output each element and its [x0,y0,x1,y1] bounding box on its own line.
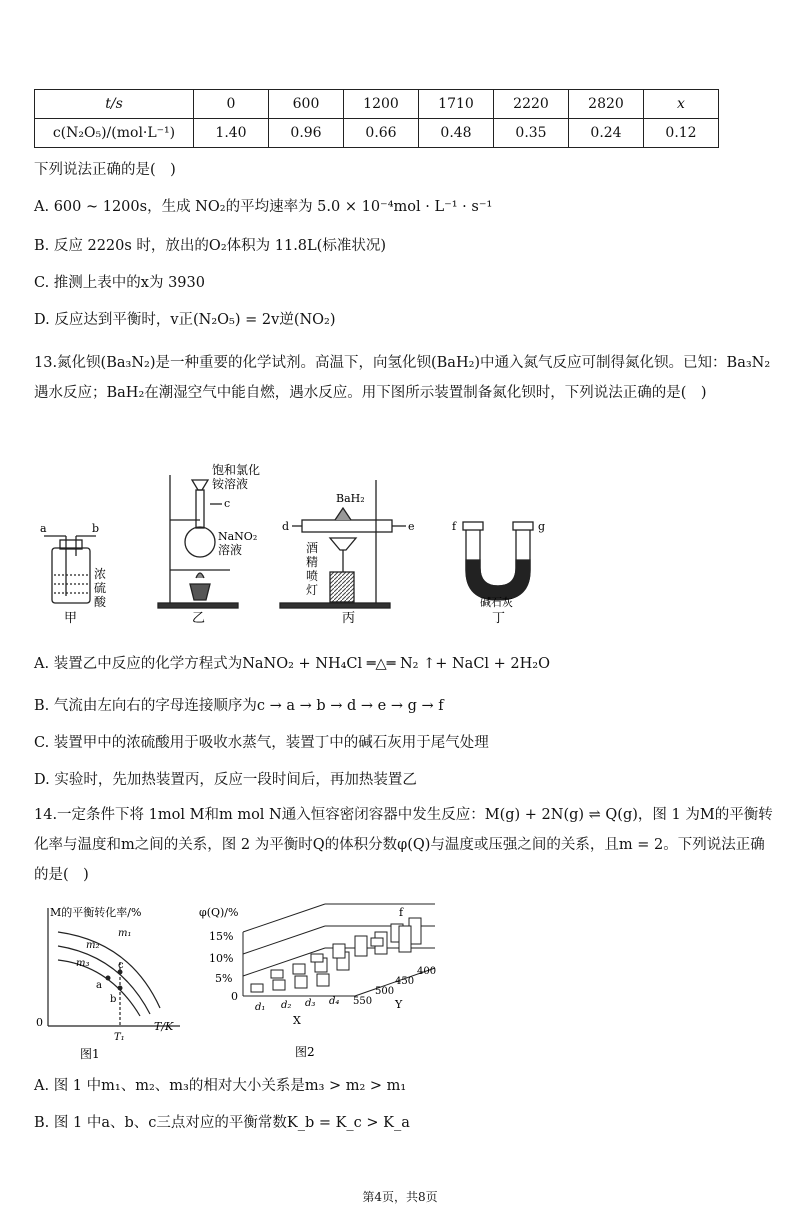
label-nano2-2: 溶液 [218,543,243,557]
table-cell: 0.12 [644,119,719,148]
fig1-m3: m₃ [76,958,90,969]
apparatus-figure [30,460,590,630]
fig1-point-a: a [96,980,102,991]
fig2-d1: d₁ [255,1002,266,1013]
wash-bottle [44,536,96,603]
table-cell: 0.35 [494,119,569,148]
table-cell: 1200 [344,90,419,119]
label-acid-1: 浓 [94,567,107,581]
label-lamp-1: 酒 [306,541,319,555]
table-cell: 0.24 [569,119,644,148]
label-e: e [408,520,415,533]
label-bing: 丙 [342,611,356,626]
fig1-point-b: b [110,994,117,1005]
table-cell: 2220 [494,90,569,119]
label-lamp-2: 精 [306,555,319,569]
table-cell: 0.66 [344,119,419,148]
table-cell: 1.40 [194,119,269,148]
fig1-ylabel: M的平衡转化率/% [50,906,142,919]
table-cell: 2820 [569,90,644,119]
label-bah2: BaH₂ [336,492,365,505]
label-ding: 丁 [492,611,506,626]
fig2-caption: 图2 [295,1045,315,1059]
fig2-tick-10: 10% [209,952,234,965]
q12-option-a: A. 600 ~ 1200s，生成 NO₂的平均速率为 5.0 × 10⁻⁴mol · L⁻¹ · s⁻¹ [34,199,493,215]
q12-option-b: B. 反应 2220s 时，放出的O₂体积为 11.8L(标准状况) [34,238,386,254]
concentration-table [34,89,719,148]
fig2-d4: d₄ [329,996,340,1007]
label-lamp-4: 灯 [306,583,319,597]
label-f: f [452,520,457,533]
table-cell: x [644,90,719,119]
fig2-tick-0: 0 [231,990,238,1003]
figure-2 [195,896,455,1066]
table-cell: 0.96 [269,119,344,148]
fig2-d3: d₃ [305,998,316,1009]
label-g: g [538,520,546,533]
label-yi: 乙 [192,611,206,626]
label-nh4cl-2: 铵溶液 [212,477,249,491]
q13-stem: 13.氮化钡(Ba₃N₂)是一种重要的化学试剂。高温下，向氢化钡(BaH₂)中通入氮气反应可制得氮化钡。已知：Ba₃N₂遇水反应；BaH₂在潮湿空气中能自燃，遇水反应。用下图所示装置制备氮化钡时，下列说法正确的是( ) [34,355,771,401]
fig2-d2: d₂ [281,1000,292,1011]
table-header-time: t/s [35,90,194,119]
label-b: b [92,522,100,535]
q14-option-a: A. 图 1 中m₁、m₂、m₃的相对大小关系是m₃ > m₂ > m₁ [34,1078,407,1094]
q14-option-b: B. 图 1 中a、b、c三点对应的平衡常数K_b = K_c > K_a [34,1115,410,1131]
q12-option-d: D. 反应达到平衡时，v正(N₂O₅) = 2v逆(NO₂) [34,312,336,328]
fig2-ylabel: φ(Q)/% [199,906,239,919]
fig2-y500: 500 [375,986,395,997]
fig1-m2: m₂ [86,940,100,951]
q13-option-a: A. 装置乙中反应的化学方程式为NaNO₂ + NH₄Cl ═△═ N₂ ↑+ NaCl + 2H₂O [34,656,551,672]
table-cell: 1710 [419,90,494,119]
q14-stem: 14.一定条件下将 1mol M和m mol N通入恒容密闭容器中发生反应：M(g) + 2N(g) ⇌ Q(g)，图 1 为M的平衡转化率与温度和m之间的关系，图 2 为平衡时Q的体积分数φ(Q)与温度或压强之间的关系，且m = 2。下列说法正确的是( ) [34,807,773,883]
label-c: c [224,497,231,510]
fig1-point-c: c [118,960,124,971]
table-header-conc: c(N₂O₅)/(mol·L⁻¹) [35,119,194,148]
fig1-origin: 0 [36,1016,43,1029]
figure-1 [30,902,190,1062]
page-footer: 第4页，共8页 [362,1190,438,1204]
label-soda: 碱石灰 [480,596,513,609]
label-lamp-3: 喷 [306,569,319,583]
label-nh4cl-1: 饱和氯化 [212,463,261,477]
label-acid-2: 硫 [94,581,107,595]
table-cell: 600 [269,90,344,119]
label-jia: 甲 [64,611,78,626]
table-cell: 0.48 [419,119,494,148]
label-nano2-1: NaNO₂ [218,530,258,543]
fig2-tick-5: 5% [215,972,233,985]
label-d: d [282,520,290,533]
fig1-t1: T₁ [114,1032,125,1043]
q12-stem: 下列说法正确的是( ) [34,162,176,178]
fig2-y550: 550 [353,996,373,1007]
fig2-yaxis: Y [395,998,403,1011]
u-tube [463,522,533,600]
q12-option-c: C. 推测上表中的x为 3930 [34,275,205,291]
fig2-xaxis: X [293,1014,301,1027]
table-row [35,119,719,148]
q13-option-b: B. 气流由左向右的字母连接顺序为c → a → b → d → e → g → f [34,698,444,714]
fig1-xlabel: T/K [154,1020,174,1033]
label-acid-3: 酸 [94,595,107,609]
fig1-m1: m₁ [118,928,132,939]
table-cell: 0 [194,90,269,119]
q13-option-c: C. 装置甲中的浓硫酸用于吸收水蒸气，装置丁中的碱石灰用于尾气处理 [34,735,489,751]
fig2-y450: 450 [395,976,415,987]
fig1-caption: 图1 [80,1047,100,1061]
fig2-f: f [399,906,404,919]
fig2-y400: 400 [417,966,437,977]
q13-option-d: D. 实验时，先加热装置丙，反应一段时间后，再加热装置乙 [34,772,417,788]
table-row [35,90,719,119]
label-a: a [40,522,47,535]
fig2-tick-15: 15% [209,930,234,943]
